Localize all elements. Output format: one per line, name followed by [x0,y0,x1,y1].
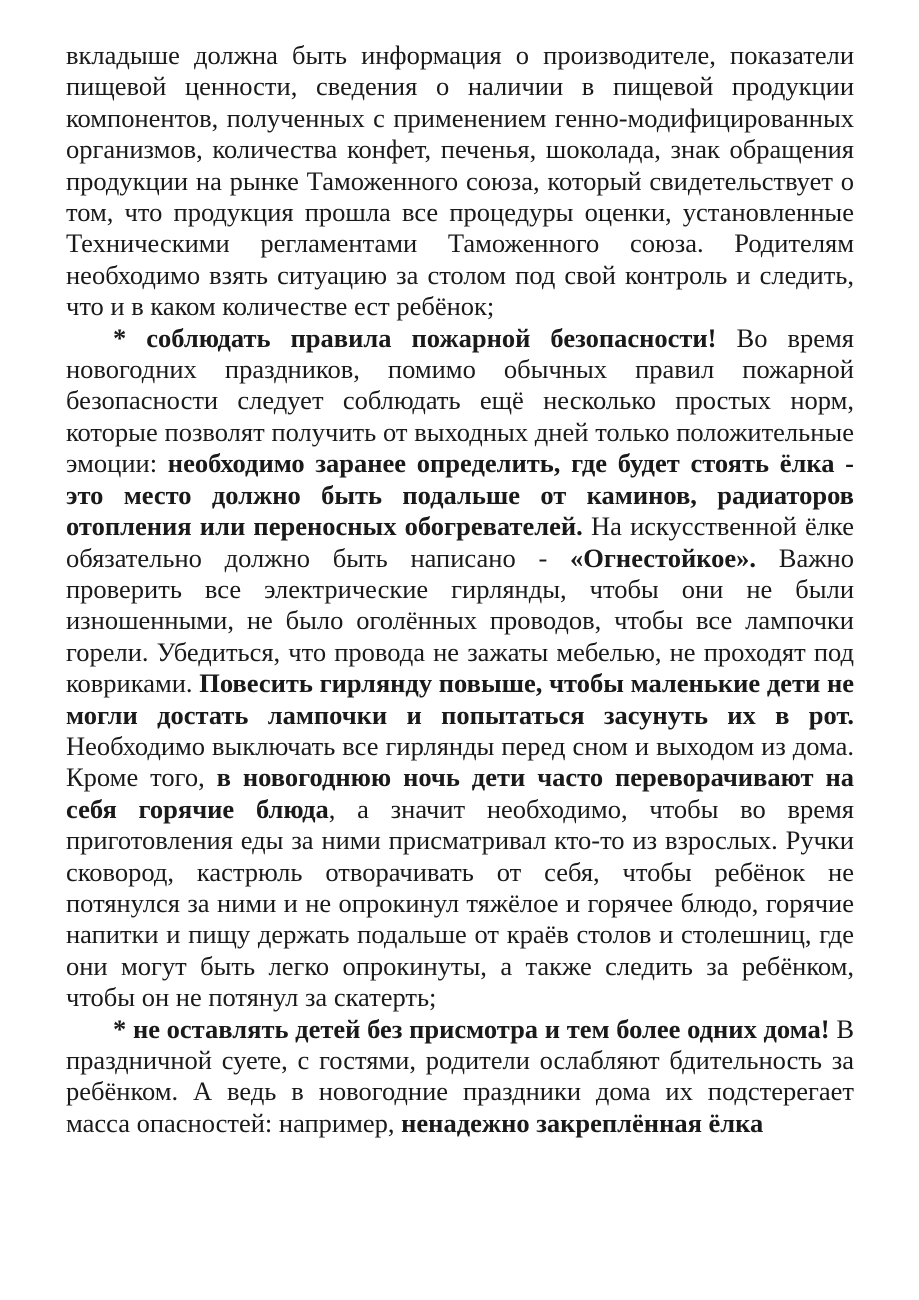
paragraph-fire-safety [66,323,854,1014]
text-run: В праздничной суете, с гостями, родители ослабляют бдительность за ребёнком. А ведь в новогодние праздники дома их подстерегает масса опасностей: например, [66,1013,854,1138]
text-run: , а значит необходимо, чтобы во время приготовления еды за ними присматривал кто-то из взрослых. Ручки сковород, кастрюль отворачивать от себя, чтобы ребёнок не потянулся за ними и не опрокинул тяжёлое и горячее блюдо, горячие напитки и пищу держать подальше от краёв столов и столешниц, где они могут быть легко опрокинуты, а также следить за ребёнком, чтобы он не потянул за скатерть; [66,793,854,1013]
text-run: На искусственной ёлке обязательно должно быть написано - [66,511,854,573]
bold-heading-supervision: * не оставлять детей без присмотра и тем более одних дома! [113,1013,830,1044]
text-run: Во время новогодних праздников, помимо обычных правил пожарной безопасности следует соблюдать ещё несколько простых норм, которые позволят получить от выходных дней только положительные эмоции: [66,322,854,479]
bold-heading-fire-safety: * соблюдать правила пожарной безопасности! [113,322,717,353]
document-page [66,40,854,1139]
text-run: Необходимо выключать все гирлянды перед сном и выходом из дома. Кроме того, [66,730,854,793]
paragraph-product-info [66,40,854,323]
bold-text-run: ненадежно закреплённая ёлка [401,1107,764,1138]
bold-text-run: «Огнестойкое». [570,542,757,573]
paragraph-supervision [66,1014,854,1140]
bold-text-run: Повесить гирлянду повыше, чтобы маленькие дети не могли достать лампочки и попытаться засунуть их в рот. [66,668,854,730]
text-run: вкладыше должна быть информация о производителе, показатели пищевой ценности, сведения о наличии в пищевой продукции компонентов, полученных с применением генно-модифицированных организмов, количества конфет, печенья, шоколада, знак обращения продукции на рынке Таможенного союза, который свидетельствует о том, что продукция прошла все процедуры оценки, установленные Техническими регламентами Таможенного союза. Родителям необходимо взять ситуацию за столом под свой контроль и следить, что и в каком количестве ест ребёнок; [66,40,854,322]
bold-text-run: необходимо заранее определить, где будет стоять ёлка - это место должно быть подальше от каминов, радиаторов отопления или переносных обогревателей. [66,448,854,542]
bold-text-run: в новогоднюю ночь дети часто переворачивают на себя горячие блюда [66,762,854,824]
text-run: Важно проверить все электрические гирлянды, чтобы они не были изношенными, не было оголённых проводов, чтобы все лампочки горели. Убедиться, что провода не зажаты мебелью, не проходят под ковриками. [66,542,854,699]
